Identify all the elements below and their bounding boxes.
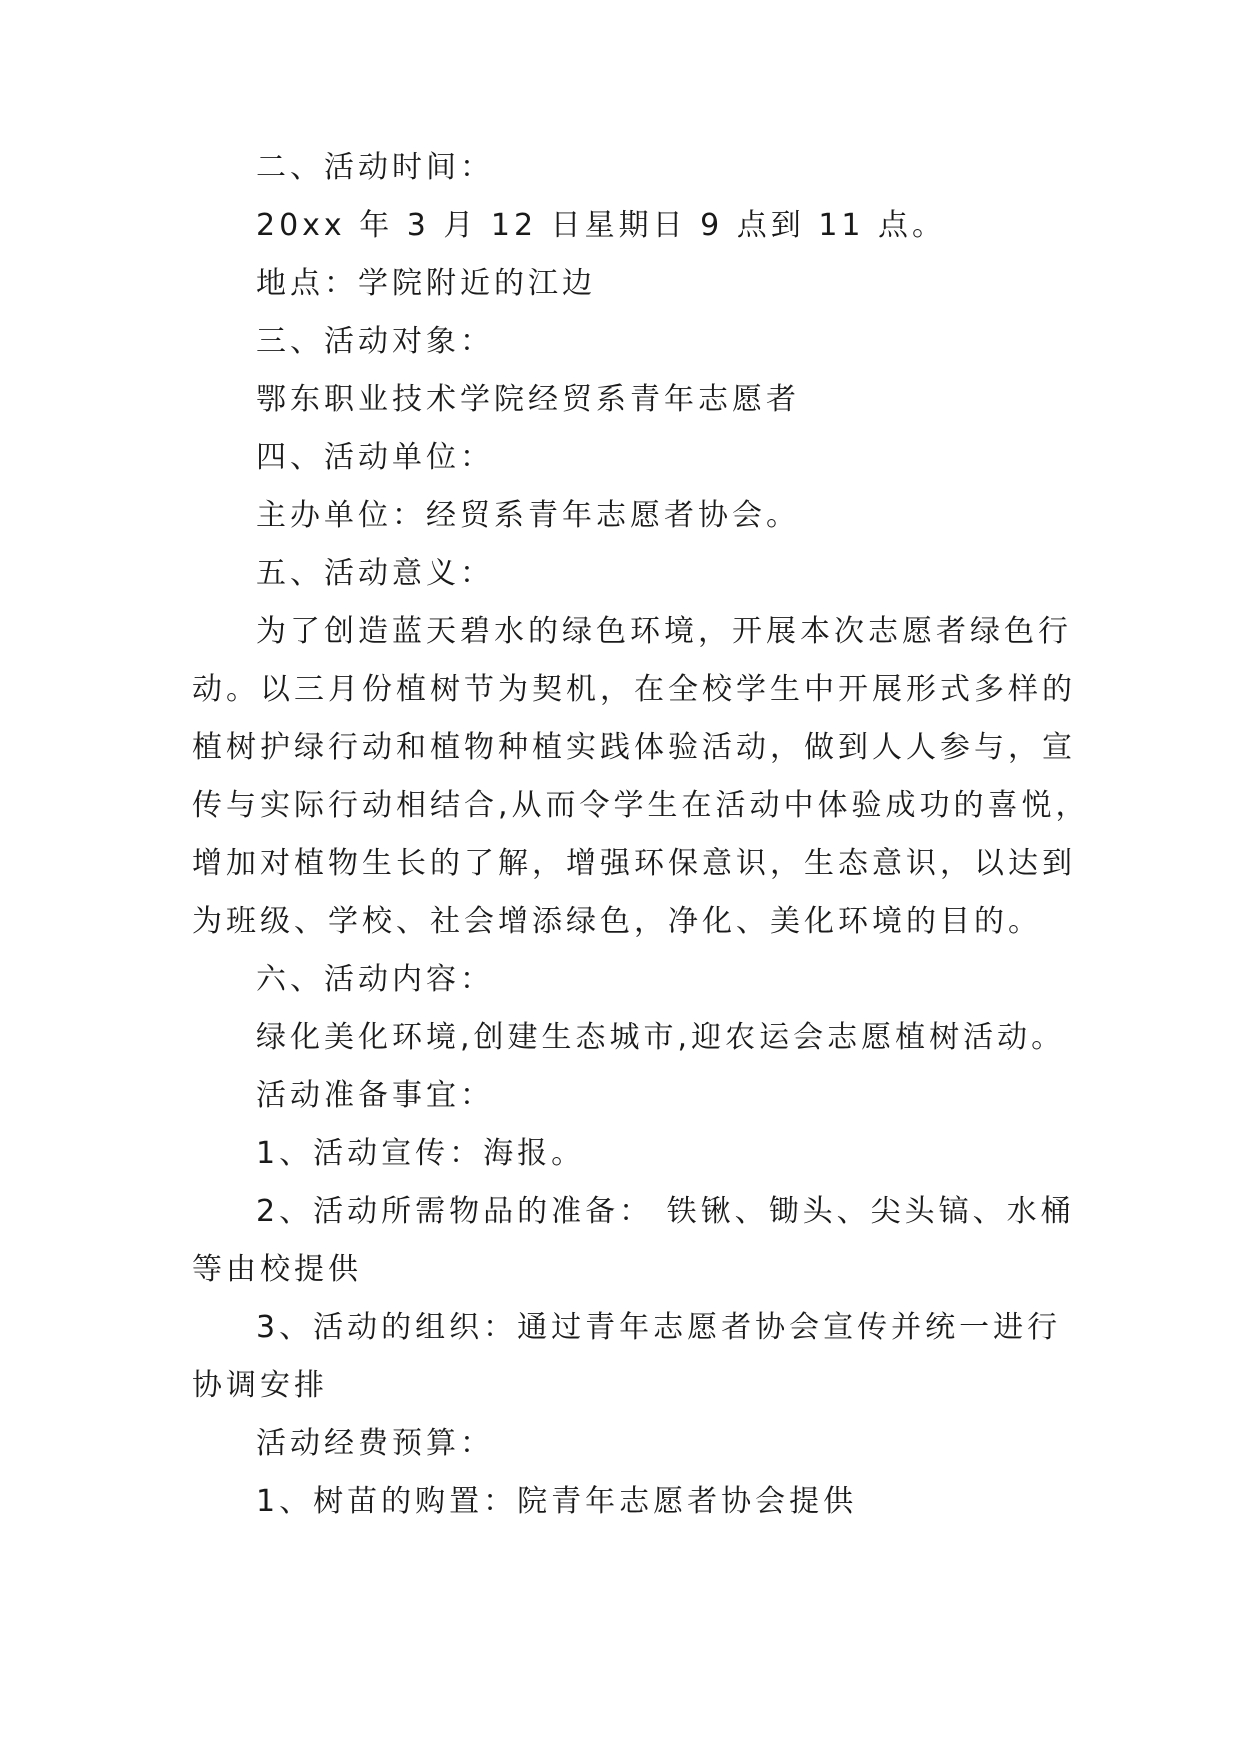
preparation-item-3-continued: 协调安排: [192, 1368, 328, 1403]
heading-budget: 活动经费预算：: [256, 1426, 494, 1461]
heading-activity-target: 三、活动对象：: [256, 324, 494, 359]
significance-paragraph-line: 增加对植物生长的了解，增强环保意识，生态意识，以达到: [192, 846, 1076, 881]
heading-activity-unit: 四、活动单位：: [256, 440, 494, 475]
preparation-item-2-continued: 等由校提供: [192, 1252, 362, 1287]
activity-target-line: 鄂东职业技术学院经贸系青年志愿者: [256, 382, 800, 417]
activity-content-line: 绿化美化环境,创建生态城市,迎农运会志愿植树活动。: [256, 1020, 1066, 1055]
significance-paragraph-line: 传与实际行动相结合,从而令学生在活动中体验成功的喜悦，: [192, 788, 1090, 823]
activity-location-line: 地点：学院附近的江边: [256, 266, 596, 301]
significance-paragraph-line: 动。以三月份植树节为契机，在全校学生中开展形式多样的: [192, 672, 1076, 707]
preparation-item-3: 3、活动的组织：通过青年志愿者协会宣传并统一进行: [256, 1310, 1062, 1345]
significance-paragraph-line: 为班级、学校、社会增添绿色，净化、美化环境的目的。: [192, 904, 1042, 939]
heading-activity-time: 二、活动时间：: [256, 150, 494, 185]
heading-activity-content: 六、活动内容：: [256, 962, 494, 997]
activity-unit-line: 主办单位：经贸系青年志愿者协会。: [256, 498, 800, 533]
budget-item-1: 1、树苗的购置：院青年志愿者协会提供: [256, 1484, 858, 1519]
activity-date-line: 20xx 年 3 月 12 日星期日 9 点到 11 点。: [256, 208, 947, 243]
significance-paragraph-line: 植树护绿行动和植物种植实践体验活动，做到人人参与，宣: [192, 730, 1076, 765]
preparation-item-2: 2、活动所需物品的准备： 铁锹、锄头、尖头镐、水桶: [256, 1194, 1075, 1229]
heading-activity-significance: 五、活动意义：: [256, 556, 494, 591]
significance-paragraph-line: 为了创造蓝天碧水的绿色环境，开展本次志愿者绿色行: [256, 614, 1072, 649]
preparation-item-1: 1、活动宣传：海报。: [256, 1136, 586, 1171]
heading-preparation: 活动准备事宜：: [256, 1078, 494, 1113]
